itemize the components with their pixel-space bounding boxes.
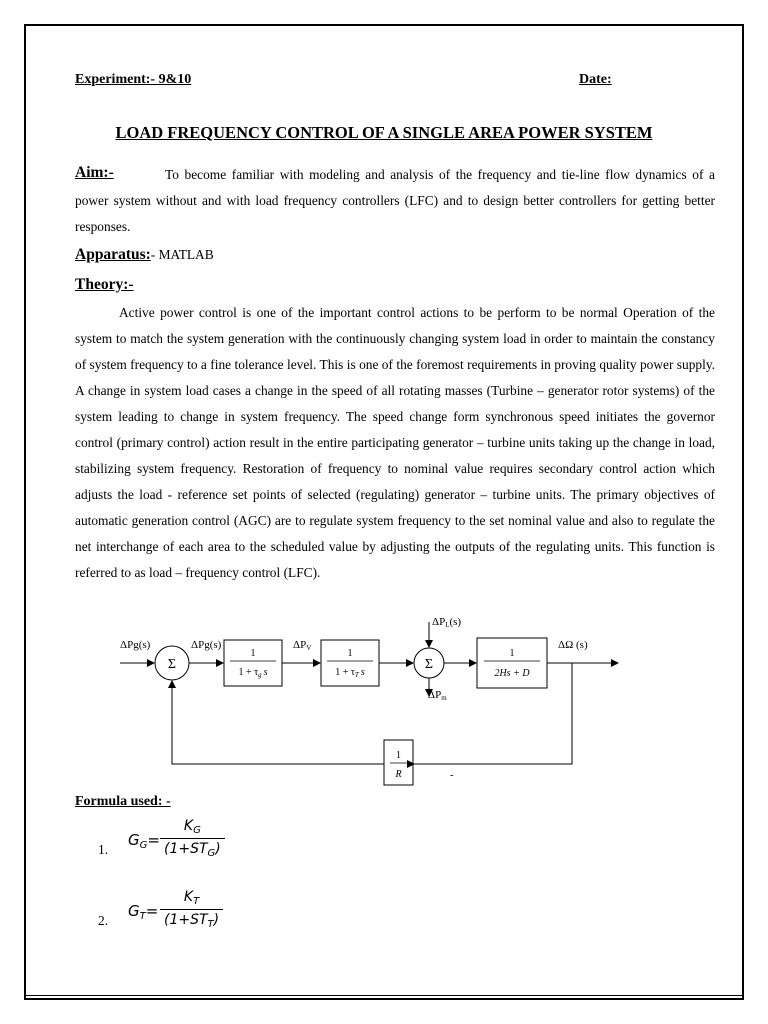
turbine-numerator: 1 bbox=[347, 648, 353, 659]
formula-heading: Formula used: - bbox=[75, 794, 171, 809]
turbine-den-sub: T bbox=[354, 671, 359, 679]
formula-1-num-sub: G bbox=[193, 825, 201, 836]
page-bottom-rule bbox=[24, 995, 744, 996]
turbine-block bbox=[321, 640, 379, 686]
load-label-main: ΔP bbox=[432, 616, 446, 628]
valve-label bbox=[293, 639, 311, 652]
apparatus-line bbox=[75, 246, 214, 264]
plant-block bbox=[477, 638, 547, 688]
formula-2-den-sub: T bbox=[207, 919, 214, 930]
formula-2-lhs-sub: T bbox=[139, 911, 146, 922]
experiment-label: Experiment:- 9&10 bbox=[75, 72, 192, 87]
apparatus-heading: Apparatus: bbox=[75, 246, 151, 263]
valve-label-main: ΔP bbox=[293, 639, 307, 651]
turbine-den-main: 1 + τ bbox=[335, 667, 355, 678]
formula-2-lhs-main: G bbox=[128, 902, 140, 920]
governor-denominator bbox=[238, 667, 267, 679]
lfc-block-diagram bbox=[110, 608, 630, 788]
formula-2-number: 2. bbox=[98, 913, 109, 928]
mech-label-sub: m bbox=[441, 694, 447, 702]
load-label-sub: L bbox=[445, 621, 450, 629]
formula-1-eq: = bbox=[147, 831, 160, 849]
formula-2-numerator bbox=[178, 889, 205, 909]
output-label: ΔΩ (s) bbox=[558, 639, 588, 651]
plant-numerator: 1 bbox=[509, 648, 515, 659]
plant-denominator: 2Hs + D bbox=[494, 668, 530, 679]
feedback-sign: - bbox=[450, 769, 454, 781]
valve-label-sub: V bbox=[306, 644, 312, 652]
aim-paragraph bbox=[75, 162, 715, 240]
formula-1-lhs-sub: G bbox=[139, 840, 148, 851]
formula-1-denominator bbox=[160, 838, 225, 859]
mech-label-main: ΔP bbox=[428, 689, 442, 701]
formula-2-denominator bbox=[160, 909, 223, 930]
page-title: LOAD FREQUENCY CONTROL OF A SINGLE AREA POWER SYSTEM bbox=[115, 123, 653, 142]
formula-2-fraction bbox=[160, 889, 223, 930]
formula-1-den-main: (1+ST bbox=[164, 841, 208, 857]
theory-heading: Theory:- bbox=[75, 276, 134, 293]
formula-2-num-main: K bbox=[183, 889, 194, 905]
governor-block bbox=[224, 640, 282, 686]
formula-2-num-sub: T bbox=[193, 896, 200, 907]
governor-numerator: 1 bbox=[250, 648, 256, 659]
formula-1-numerator bbox=[178, 818, 207, 838]
theory-paragraph: Active power control is one of the important control actions to be perform to be normal Operation of the system to match the system generation with the continuously changing system load in order to maintain the constancy of system frequency to a fine tolerance level. This is one of the foremost requirements in proving quality power supply. A change in system load cases a change in the speed of all rotating masses (Turbine – generator rotor systems) of the system leading to change in system frequency. The speed change form synchronous speed initiates the governor control (primary control) action result in the entire participating generator – turbine units taking up the change in load, stabilizing system frequency. Restoration of frequency to nominal value requires secondary control action which adjusts the load - reference set points of selected (regulating) generator – turbine units. The primary objectives of automatic generation control (AGC) are to regulate system frequency to the set nominal value and also to regulate the net interchange of each area to the scheduled value by adjusting the outputs of the regulating units. This function is referred to as load – frequency control (LFC). bbox=[75, 305, 715, 580]
feedback-path-right bbox=[414, 663, 572, 764]
after-sum-label: ΔPg(s) bbox=[191, 639, 222, 651]
governor-den-main: 1 + τ bbox=[238, 667, 259, 678]
formula-2-den-close: ) bbox=[213, 912, 220, 928]
load-label bbox=[432, 616, 461, 629]
mech-label bbox=[428, 689, 447, 702]
formula-2-den-main: (1+ST bbox=[164, 912, 208, 928]
formula-1-fraction bbox=[160, 818, 225, 859]
turbine-den-s: s bbox=[360, 667, 365, 678]
formula-1-number: 1. bbox=[98, 842, 109, 857]
sum2-symbol: Σ bbox=[424, 657, 434, 672]
sum1-symbol: Σ bbox=[167, 657, 177, 672]
date-label: Date: bbox=[579, 72, 612, 87]
aim-text: To become familiar with modeling and analysis of the frequency and tie-line flow dynamics of a power system without and with load frequency controllers (LFC) and to design better controllers for getting better responses. bbox=[75, 167, 715, 234]
feedback-denominator: R bbox=[395, 769, 402, 780]
feedback-path-left bbox=[172, 681, 384, 764]
aim-heading: Aim:- bbox=[75, 164, 114, 181]
formula-1-den-sub: G bbox=[207, 848, 216, 859]
turbine-denominator bbox=[335, 667, 365, 679]
formula-2-lhs bbox=[128, 902, 158, 922]
formula-1-lhs bbox=[128, 831, 160, 851]
load-label-suffix: (s) bbox=[449, 616, 462, 628]
formula-2-eq: = bbox=[145, 902, 159, 920]
formula-1-den-close: ) bbox=[215, 841, 221, 857]
feedback-numerator: 1 bbox=[396, 750, 401, 761]
formula-1-lhs-main: G bbox=[128, 831, 140, 849]
governor-den-s: s bbox=[263, 667, 268, 678]
formula-1-num-main: K bbox=[183, 818, 194, 834]
input-label: ΔPg(s) bbox=[120, 639, 151, 651]
apparatus-value: - MATLAB bbox=[150, 247, 214, 262]
governor-den-sub: g bbox=[258, 671, 262, 679]
